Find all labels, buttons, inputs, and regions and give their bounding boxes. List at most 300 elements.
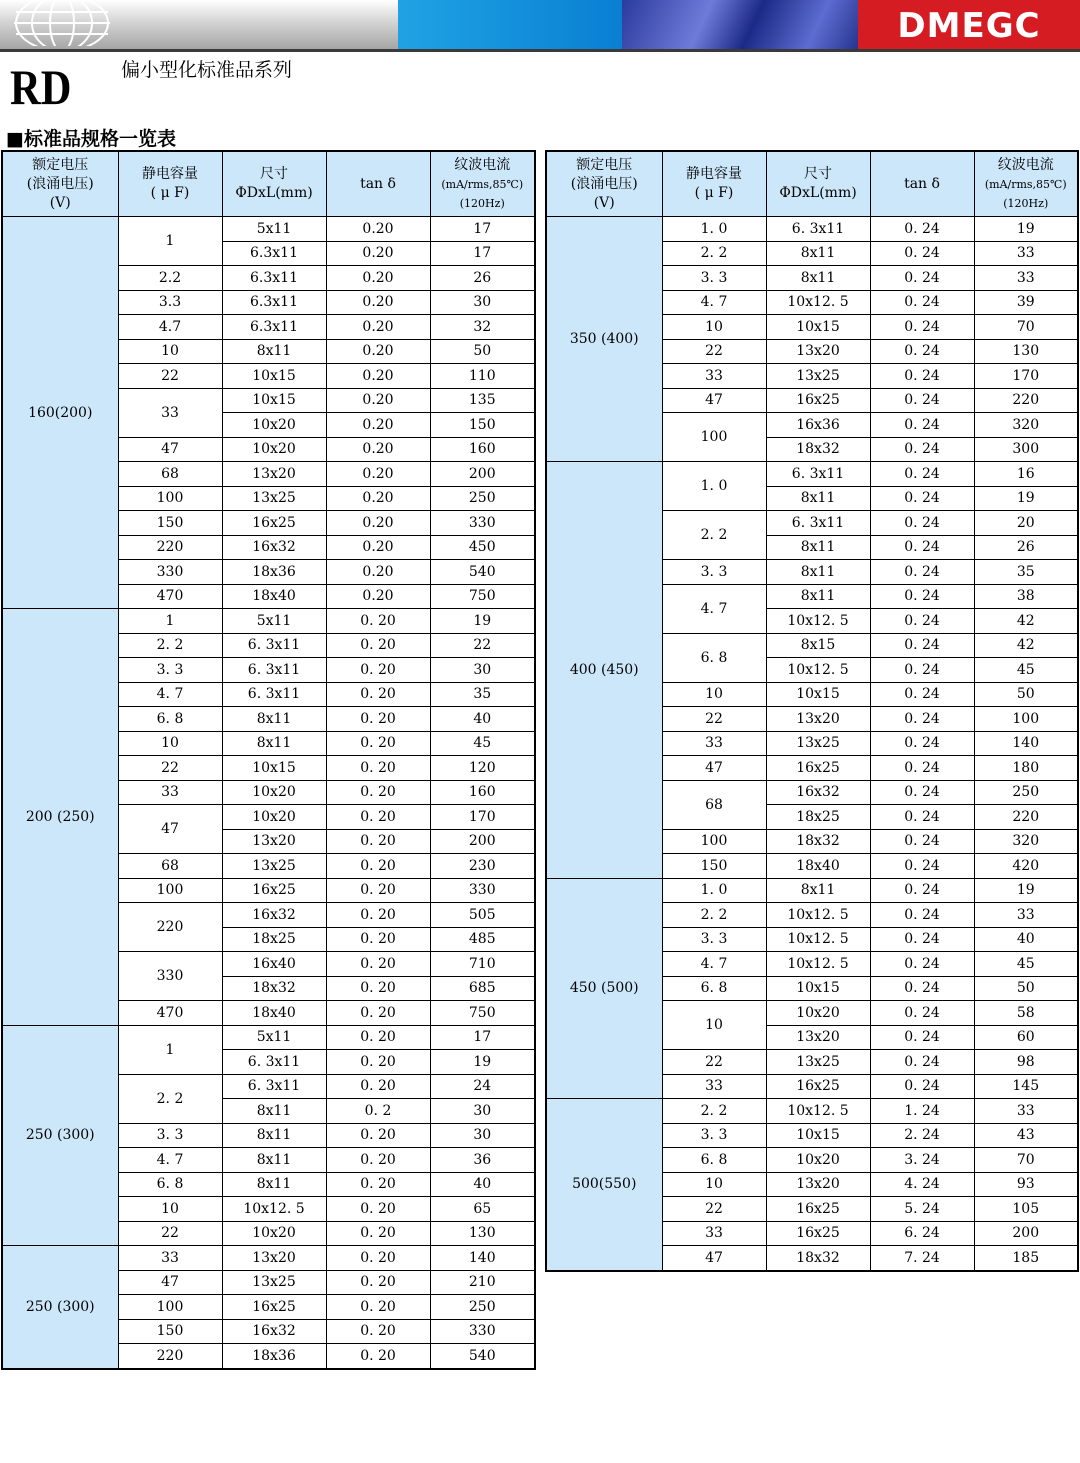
size-cell: 5x11: [222, 609, 326, 634]
size-cell: 10x15: [222, 388, 326, 413]
series-subtitle: 偏小型化标准品系列: [121, 59, 293, 81]
tan-delta-cell: 6. 24: [870, 1221, 974, 1246]
ripple-current-cell: 26: [430, 266, 535, 291]
table-header-row: [2, 151, 535, 217]
capacitance-cell: 3. 3: [662, 266, 766, 291]
capacitance-cell: 2. 2: [662, 511, 766, 560]
banner-silver-panel: [0, 0, 398, 50]
ripple-current-cell: 26: [974, 535, 1078, 560]
size-cell: 13x25: [222, 1270, 326, 1295]
size-cell: 16x25: [766, 756, 870, 781]
size-cell: 8x11: [222, 1172, 326, 1197]
capacitance-cell: 100: [662, 413, 766, 462]
size-cell: 6. 3x11: [222, 658, 326, 683]
ripple-current-cell: 100: [974, 707, 1078, 732]
ripple-current-cell: 93: [974, 1172, 1078, 1197]
tan-delta-cell: 0.20: [326, 241, 430, 266]
voltage-cell: 250 (300): [2, 1025, 118, 1246]
size-cell: 18x40: [766, 854, 870, 879]
voltage-cell: 200 (250): [2, 609, 118, 1026]
tan-delta-cell: 0. 20: [326, 756, 430, 781]
ripple-current-cell: 70: [974, 1148, 1078, 1173]
tan-delta-cell: 0. 20: [326, 903, 430, 928]
tan-delta-cell: 0. 24: [870, 535, 974, 560]
size-cell: 6. 3x11: [766, 462, 870, 487]
ripple-current-cell: 19: [430, 609, 535, 634]
size-cell: 10x15: [766, 976, 870, 1001]
capacitance-cell: 1. 0: [662, 878, 766, 903]
tan-delta-cell: 0. 20: [326, 927, 430, 952]
capacitance-cell: 22: [662, 707, 766, 732]
ripple-current-cell: 19: [430, 1050, 535, 1075]
size-cell: 16x32: [222, 1319, 326, 1344]
capacitance-cell: 22: [662, 1050, 766, 1075]
size-cell: 10x15: [222, 364, 326, 389]
tan-delta-cell: 0. 24: [870, 952, 974, 977]
capacitance-cell: 68: [118, 462, 222, 487]
capacitance-cell: 3. 3: [662, 1123, 766, 1148]
size-cell: 6.3x11: [222, 266, 326, 291]
tan-delta-cell: 0. 20: [326, 1074, 430, 1099]
size-cell: 18x25: [766, 805, 870, 830]
capacitance-cell: 47: [662, 1246, 766, 1271]
capacitance-cell: 10: [118, 1197, 222, 1222]
ripple-current-cell: 200: [430, 462, 535, 487]
capacitance-cell: 10: [118, 731, 222, 756]
tan-delta-cell: 0. 24: [870, 731, 974, 756]
header-voltage: 额定电压 (浪涌电压) (V): [2, 151, 118, 217]
capacitance-cell: 33: [662, 731, 766, 756]
size-cell: 16x25: [222, 1295, 326, 1320]
tan-delta-cell: 0. 20: [326, 731, 430, 756]
tan-delta-cell: 0. 24: [870, 633, 974, 658]
size-cell: 10x20: [222, 1221, 326, 1246]
tan-delta-cell: 0. 20: [326, 952, 430, 977]
ripple-current-cell: 19: [974, 878, 1078, 903]
ripple-current-cell: 140: [974, 731, 1078, 756]
ripple-current-cell: 220: [974, 388, 1078, 413]
tan-delta-cell: 0. 20: [326, 1123, 430, 1148]
voltage-cell: 350 (400): [546, 217, 662, 462]
capacitance-cell: 4. 7: [118, 1148, 222, 1173]
size-cell: 8x11: [222, 1148, 326, 1173]
size-cell: 13x25: [766, 1050, 870, 1075]
size-cell: 10x20: [222, 780, 326, 805]
capacitance-cell: 6. 8: [118, 707, 222, 732]
size-cell: 13x20: [766, 339, 870, 364]
tan-delta-cell: 0. 20: [326, 609, 430, 634]
size-cell: 10x12. 5: [766, 290, 870, 315]
spec-table-right-body: [546, 217, 1078, 1271]
table-row: [546, 462, 1078, 487]
capacitance-cell: 47: [662, 756, 766, 781]
capacitance-cell: 6. 8: [662, 1148, 766, 1173]
capacitance-cell: 10: [118, 339, 222, 364]
table-row: [2, 1025, 535, 1050]
size-cell: 6. 3x11: [766, 217, 870, 242]
capacitance-cell: 47: [118, 1270, 222, 1295]
voltage-cell: 500(550): [546, 1099, 662, 1271]
tan-delta-cell: 0. 24: [870, 241, 974, 266]
tan-delta-cell: 0. 20: [326, 1001, 430, 1026]
ripple-current-cell: 17: [430, 241, 535, 266]
ripple-current-cell: 45: [974, 658, 1078, 683]
ripple-current-cell: 130: [974, 339, 1078, 364]
size-cell: 8x11: [222, 707, 326, 732]
tan-delta-cell: 0.20: [326, 290, 430, 315]
capacitance-cell: 2. 2: [118, 633, 222, 658]
ripple-current-cell: 33: [974, 1099, 1078, 1124]
capacitance-cell: 2. 2: [118, 1074, 222, 1123]
ripple-current-cell: 50: [430, 339, 535, 364]
capacitance-cell: 1. 0: [662, 217, 766, 242]
capacitance-cell: 22: [118, 364, 222, 389]
size-cell: 16x25: [766, 1221, 870, 1246]
capacitance-cell: 68: [118, 854, 222, 879]
capacitance-cell: 2. 2: [662, 903, 766, 928]
ripple-current-cell: 110: [430, 364, 535, 389]
capacitance-cell: 4. 7: [118, 682, 222, 707]
ripple-current-cell: 185: [974, 1246, 1078, 1271]
tan-delta-cell: 0. 24: [870, 1050, 974, 1075]
capacitance-cell: 100: [118, 878, 222, 903]
tan-delta-cell: 0. 20: [326, 1344, 430, 1369]
ripple-current-cell: 22: [430, 633, 535, 658]
size-cell: 8x15: [766, 633, 870, 658]
ripple-current-cell: 135: [430, 388, 535, 413]
ripple-current-cell: 120: [430, 756, 535, 781]
tan-delta-cell: 0. 20: [326, 829, 430, 854]
ripple-current-cell: 105: [974, 1197, 1078, 1222]
capacitance-cell: 3. 3: [662, 927, 766, 952]
capacitance-cell: 47: [118, 805, 222, 854]
size-cell: 6. 3x11: [766, 511, 870, 536]
size-cell: 13x25: [766, 364, 870, 389]
capacitance-cell: 47: [662, 388, 766, 413]
tan-delta-cell: 0. 20: [326, 1319, 430, 1344]
tan-delta-cell: 0. 24: [870, 364, 974, 389]
size-cell: 10x12. 5: [766, 927, 870, 952]
ripple-current-cell: 39: [974, 290, 1078, 315]
ripple-current-cell: 24: [430, 1074, 535, 1099]
tan-delta-cell: 0. 20: [326, 780, 430, 805]
ripple-current-cell: 19: [974, 486, 1078, 511]
tan-delta-cell: 0.20: [326, 217, 430, 242]
ripple-current-cell: 160: [430, 437, 535, 462]
capacitance-cell: 33: [662, 1074, 766, 1099]
ripple-current-cell: 145: [974, 1074, 1078, 1099]
size-cell: 10x12. 5: [766, 903, 870, 928]
tan-delta-cell: 4. 24: [870, 1172, 974, 1197]
capacitance-cell: 2. 2: [662, 1099, 766, 1124]
ripple-current-cell: 20: [974, 511, 1078, 536]
capacitance-cell: 4. 7: [662, 584, 766, 633]
spec-table-left-body: [2, 217, 535, 1369]
tan-delta-cell: 0. 24: [870, 437, 974, 462]
size-cell: 16x25: [222, 511, 326, 536]
size-cell: 13x20: [766, 1172, 870, 1197]
size-cell: 16x32: [222, 903, 326, 928]
size-cell: 18x32: [222, 976, 326, 1001]
size-cell: 8x11: [766, 486, 870, 511]
ripple-current-cell: 330: [430, 511, 535, 536]
capacitance-cell: 1: [118, 1025, 222, 1074]
capacitance-cell: 22: [118, 1221, 222, 1246]
capacitance-cell: 100: [118, 1295, 222, 1320]
tan-delta-cell: 0. 24: [870, 682, 974, 707]
ripple-current-cell: 320: [974, 413, 1078, 438]
table-header-row: [546, 151, 1078, 217]
tan-delta-cell: 0.20: [326, 315, 430, 340]
tan-delta-cell: 0. 24: [870, 658, 974, 683]
header-tan-delta: tan δ: [870, 151, 974, 217]
ripple-current-cell: 40: [430, 1172, 535, 1197]
capacitance-cell: 470: [118, 584, 222, 609]
size-cell: 8x11: [766, 266, 870, 291]
size-cell: 8x11: [766, 535, 870, 560]
tan-delta-cell: 0.20: [326, 437, 430, 462]
size-cell: 8x11: [222, 731, 326, 756]
ripple-current-cell: 685: [430, 976, 535, 1001]
tan-delta-cell: 0. 24: [870, 976, 974, 1001]
ripple-current-cell: 35: [430, 682, 535, 707]
ripple-current-cell: 170: [430, 805, 535, 830]
capacitance-cell: 150: [118, 1319, 222, 1344]
ripple-current-cell: 330: [430, 878, 535, 903]
ripple-current-cell: 33: [974, 903, 1078, 928]
tan-delta-cell: 0. 24: [870, 609, 974, 634]
size-cell: 8x11: [766, 241, 870, 266]
table-row: [546, 1099, 1078, 1124]
ripple-current-cell: 210: [430, 1270, 535, 1295]
ripple-current-cell: 250: [974, 780, 1078, 805]
ripple-current-cell: 420: [974, 854, 1078, 879]
table-row: [2, 1246, 535, 1271]
ripple-current-cell: 50: [974, 976, 1078, 1001]
capacitance-cell: 33: [118, 780, 222, 805]
brand-logo: [858, 0, 1080, 50]
capacitance-cell: 3.3: [118, 290, 222, 315]
size-cell: 10x15: [222, 756, 326, 781]
ripple-current-cell: 540: [430, 560, 535, 585]
tan-delta-cell: 0. 24: [870, 217, 974, 242]
tan-delta-cell: 0.20: [326, 511, 430, 536]
size-cell: 13x20: [766, 1025, 870, 1050]
size-cell: 6. 3x11: [222, 682, 326, 707]
tan-delta-cell: 2. 24: [870, 1123, 974, 1148]
capacitance-cell: 33: [118, 388, 222, 437]
ripple-current-cell: 540: [430, 1344, 535, 1369]
size-cell: 18x40: [222, 584, 326, 609]
capacitance-cell: 22: [662, 1197, 766, 1222]
header-size: 尺寸 ΦDxL(mm): [766, 151, 870, 217]
capacitance-cell: 2. 2: [662, 241, 766, 266]
size-cell: 6. 3x11: [222, 633, 326, 658]
tan-delta-cell: 5. 24: [870, 1197, 974, 1222]
tan-delta-cell: 0.20: [326, 364, 430, 389]
capacitance-cell: 330: [118, 952, 222, 1001]
tan-delta-cell: 0. 20: [326, 854, 430, 879]
capacitance-cell: 100: [662, 829, 766, 854]
tan-delta-cell: 0. 24: [870, 707, 974, 732]
size-cell: 6.3x11: [222, 241, 326, 266]
banner-graphic-panel: [622, 0, 858, 50]
tan-delta-cell: 0. 20: [326, 1050, 430, 1075]
size-cell: 8x11: [222, 339, 326, 364]
capacitance-cell: 3. 3: [662, 560, 766, 585]
ripple-current-cell: 33: [974, 266, 1078, 291]
ripple-current-cell: 750: [430, 584, 535, 609]
ripple-current-cell: 485: [430, 927, 535, 952]
voltage-cell: 400 (450): [546, 462, 662, 879]
tan-delta-cell: 0. 20: [326, 633, 430, 658]
capacitance-cell: 10: [662, 682, 766, 707]
tan-delta-cell: 0.20: [326, 560, 430, 585]
capacitance-cell: 33: [662, 1221, 766, 1246]
tan-delta-cell: 0. 24: [870, 829, 974, 854]
ripple-current-cell: 45: [974, 952, 1078, 977]
capacitance-cell: 220: [118, 903, 222, 952]
header-capacitance: 静电容量 ( μ F): [118, 151, 222, 217]
ripple-current-cell: 17: [430, 1025, 535, 1050]
size-cell: 6.3x11: [222, 315, 326, 340]
ripple-current-cell: 42: [974, 633, 1078, 658]
capacitance-cell: 3. 3: [118, 1123, 222, 1148]
ripple-current-cell: 150: [430, 413, 535, 438]
size-cell: 8x11: [766, 878, 870, 903]
ripple-current-cell: 220: [974, 805, 1078, 830]
tan-delta-cell: 0.20: [326, 584, 430, 609]
ripple-current-cell: 98: [974, 1050, 1078, 1075]
tan-delta-cell: 0. 20: [326, 1295, 430, 1320]
tan-delta-cell: 0. 24: [870, 854, 974, 879]
size-cell: 16x40: [222, 952, 326, 977]
tan-delta-cell: 0. 24: [870, 1025, 974, 1050]
size-cell: 18x32: [766, 829, 870, 854]
size-cell: 10x20: [222, 437, 326, 462]
tan-delta-cell: 0. 24: [870, 388, 974, 413]
size-cell: 16x32: [222, 535, 326, 560]
table-row: [546, 878, 1078, 903]
banner-blue-panel: [398, 0, 622, 50]
tan-delta-cell: 0. 20: [326, 1221, 430, 1246]
size-cell: 18x36: [222, 1344, 326, 1369]
tan-delta-cell: 0. 24: [870, 903, 974, 928]
series-code: RD: [10, 59, 72, 115]
tan-delta-cell: 0.20: [326, 535, 430, 560]
ripple-current-cell: 32: [430, 315, 535, 340]
ripple-current-cell: 42: [974, 609, 1078, 634]
ripple-current-cell: 50: [974, 682, 1078, 707]
ripple-current-cell: 230: [430, 854, 535, 879]
ripple-current-cell: 19: [974, 217, 1078, 242]
size-cell: 16x36: [766, 413, 870, 438]
tan-delta-cell: 0. 20: [326, 1197, 430, 1222]
tan-delta-cell: 0. 24: [870, 927, 974, 952]
ripple-current-cell: 17: [430, 217, 535, 242]
size-cell: 5x11: [222, 217, 326, 242]
tan-delta-cell: 0. 20: [326, 658, 430, 683]
header-size: 尺寸 ΦDxL(mm): [222, 151, 326, 217]
size-cell: 8x11: [222, 1123, 326, 1148]
capacitance-cell: 1. 0: [662, 462, 766, 511]
tan-delta-cell: 0.20: [326, 266, 430, 291]
tan-delta-cell: 0. 20: [326, 1025, 430, 1050]
ripple-current-cell: 505: [430, 903, 535, 928]
capacitance-cell: 22: [118, 756, 222, 781]
ripple-current-cell: 250: [430, 1295, 535, 1320]
capacitance-cell: 2.2: [118, 266, 222, 291]
ripple-current-cell: 140: [430, 1246, 535, 1271]
ripple-current-cell: 35: [974, 560, 1078, 585]
ripple-current-cell: 30: [430, 1123, 535, 1148]
size-cell: 16x25: [766, 1074, 870, 1099]
tan-delta-cell: 1. 24: [870, 1099, 974, 1124]
ripple-current-cell: 36: [430, 1148, 535, 1173]
globe-logo-icon: [14, 0, 110, 46]
ripple-current-cell: 180: [974, 756, 1078, 781]
capacitance-cell: 4.7: [118, 315, 222, 340]
capacitance-cell: 10: [662, 1001, 766, 1050]
tan-delta-cell: 0.20: [326, 388, 430, 413]
ripple-current-cell: 710: [430, 952, 535, 977]
size-cell: 10x12. 5: [766, 609, 870, 634]
capacitance-cell: 4. 7: [662, 290, 766, 315]
capacitance-cell: 220: [118, 535, 222, 560]
size-cell: 10x12. 5: [766, 1099, 870, 1124]
capacitance-cell: 47: [118, 437, 222, 462]
tan-delta-cell: 0.20: [326, 462, 430, 487]
capacitance-cell: 6. 8: [118, 1172, 222, 1197]
spec-table-right: [545, 150, 1079, 1272]
capacitance-cell: 3. 3: [118, 658, 222, 683]
ripple-current-cell: 38: [974, 584, 1078, 609]
ripple-current-cell: 30: [430, 290, 535, 315]
size-cell: 18x40: [222, 1001, 326, 1026]
capacitance-cell: 100: [118, 486, 222, 511]
header-ripple-current: 纹波电流 (mA/rms,85℃) (120Hz): [974, 151, 1078, 217]
capacitance-cell: 220: [118, 1344, 222, 1369]
tan-delta-cell: 0.20: [326, 339, 430, 364]
ripple-current-cell: 330: [430, 1319, 535, 1344]
top-banner: [0, 0, 1080, 50]
capacitance-cell: 10: [662, 315, 766, 340]
tan-delta-cell: 0. 24: [870, 339, 974, 364]
ripple-current-cell: 160: [430, 780, 535, 805]
size-cell: 13x25: [222, 854, 326, 879]
size-cell: 6. 3x11: [222, 1074, 326, 1099]
size-cell: 10x20: [222, 805, 326, 830]
size-cell: 10x12. 5: [222, 1197, 326, 1222]
ripple-current-cell: 320: [974, 829, 1078, 854]
ripple-current-cell: 30: [430, 658, 535, 683]
tan-delta-cell: 0. 24: [870, 1001, 974, 1026]
size-cell: 13x20: [222, 829, 326, 854]
ripple-current-cell: 450: [430, 535, 535, 560]
header-capacitance: 静电容量 ( μ F): [662, 151, 766, 217]
ripple-current-cell: 40: [430, 707, 535, 732]
voltage-cell: 250 (300): [2, 1246, 118, 1369]
tan-delta-cell: 0. 24: [870, 805, 974, 830]
capacitance-cell: 33: [662, 364, 766, 389]
ripple-current-cell: 750: [430, 1001, 535, 1026]
ripple-current-cell: 130: [430, 1221, 535, 1246]
tan-delta-cell: 0. 24: [870, 560, 974, 585]
tan-delta-cell: 0. 20: [326, 707, 430, 732]
size-cell: 5x11: [222, 1025, 326, 1050]
size-cell: 18x25: [222, 927, 326, 952]
size-cell: 8x11: [766, 560, 870, 585]
